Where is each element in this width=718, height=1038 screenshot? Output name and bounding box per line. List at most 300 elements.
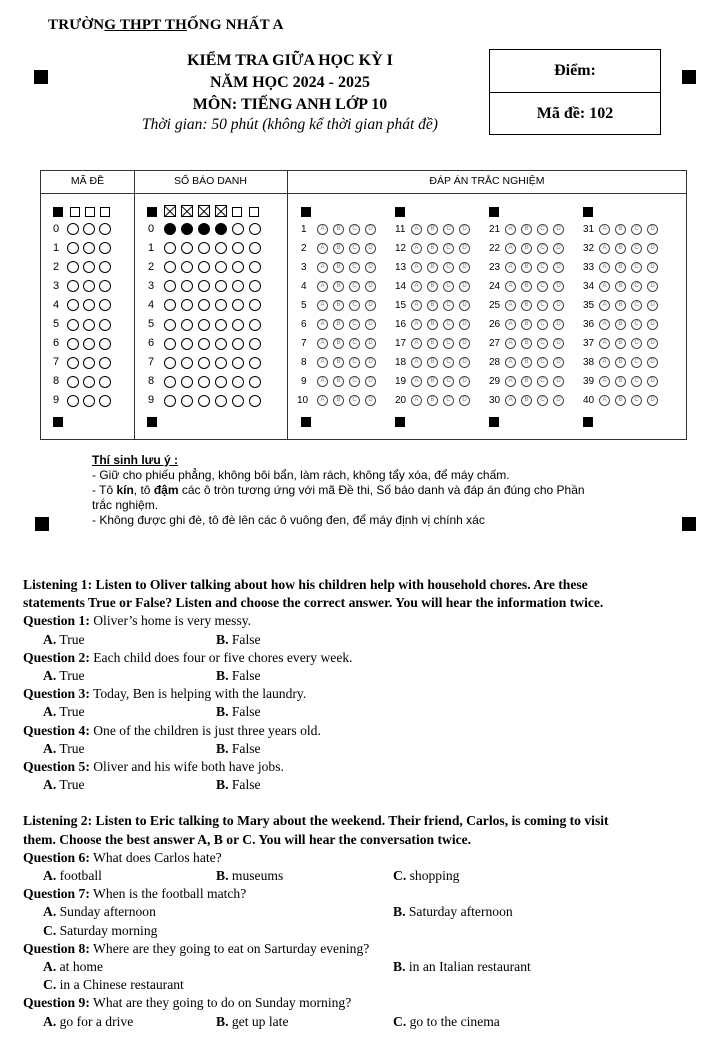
answer-bubble[interactable]: C — [349, 376, 360, 387]
option-b: B. False — [216, 631, 261, 647]
answer-bubble[interactable]: B — [427, 319, 438, 330]
sbd-bubble[interactable] — [249, 376, 261, 388]
answer-bubble[interactable]: B — [615, 319, 626, 330]
sbd-bubble[interactable] — [249, 395, 261, 407]
answer-bubble[interactable]: C — [349, 300, 360, 311]
answer-bubble[interactable]: A — [317, 262, 328, 273]
code-bubble[interactable] — [83, 299, 95, 311]
answer-bubble[interactable]: C — [349, 262, 360, 273]
code-bubble[interactable] — [99, 357, 111, 369]
sbd-bubble[interactable] — [164, 280, 176, 292]
sbd-bubble[interactable] — [249, 357, 261, 369]
answer-bubble[interactable]: A — [599, 224, 610, 235]
sbd-bubble[interactable] — [232, 357, 244, 369]
sbd-bubble[interactable] — [215, 280, 227, 292]
code-bubble[interactable] — [67, 261, 79, 273]
row-digit: 6 — [53, 337, 60, 350]
answer-bubble[interactable]: C — [443, 395, 454, 406]
school-year: NĂM HỌC 2024 - 2025 — [210, 74, 370, 91]
code-bubble[interactable] — [99, 376, 111, 388]
answer-bubble[interactable]: D — [553, 376, 564, 387]
answer-bubble[interactable]: D — [459, 319, 470, 330]
answer-bubble[interactable]: B — [427, 376, 438, 387]
answer-bubble[interactable]: C — [537, 300, 548, 311]
answer-bubble[interactable]: C — [349, 319, 360, 330]
alignment-marker — [682, 517, 696, 531]
answer-bubble[interactable]: D — [459, 338, 470, 349]
sbd-bubble[interactable] — [215, 338, 227, 350]
answer-bubble[interactable]: A — [411, 243, 422, 254]
code-bubble[interactable] — [83, 319, 95, 331]
answer-bubble[interactable]: A — [505, 319, 516, 330]
row-digit: 2 — [148, 260, 155, 273]
answer-bubble[interactable]: D — [459, 224, 470, 235]
answer-bubble[interactable]: A — [599, 357, 610, 368]
answer-bubble[interactable]: D — [647, 243, 658, 254]
code-bubble[interactable] — [99, 395, 111, 407]
code-bubble[interactable] — [67, 338, 79, 350]
answer-bubble[interactable]: C — [631, 357, 642, 368]
answer-bubble[interactable]: D — [553, 281, 564, 292]
timing-mark — [301, 207, 311, 217]
answer-bubble[interactable]: A — [317, 300, 328, 311]
sbd-bubble[interactable] — [232, 319, 244, 331]
answer-bubble[interactable]: A — [599, 300, 610, 311]
answer-bubble[interactable]: D — [553, 338, 564, 349]
option-c: C. go to the cinema — [393, 1013, 500, 1029]
answer-bubble[interactable]: B — [521, 224, 532, 235]
code-bubble[interactable] — [83, 261, 95, 273]
answer-bubble[interactable]: A — [505, 338, 516, 349]
answer-bubble[interactable]: B — [615, 395, 626, 406]
answer-bubble[interactable]: B — [521, 376, 532, 387]
code-bubble[interactable] — [99, 319, 111, 331]
answer-bubble[interactable]: A — [599, 376, 610, 387]
answer-bubble[interactable]: C — [443, 243, 454, 254]
answer-bubble[interactable]: A — [317, 224, 328, 235]
answer-bubble[interactable]: A — [317, 243, 328, 254]
answer-bubble[interactable]: B — [615, 338, 626, 349]
answer-bubble[interactable]: B — [333, 376, 344, 387]
answer-bubble[interactable]: C — [443, 376, 454, 387]
answer-bubble[interactable]: D — [647, 319, 658, 330]
question-number: 38 — [583, 357, 595, 369]
answer-bubble[interactable]: D — [365, 300, 376, 311]
sbd-bubble[interactable] — [249, 319, 261, 331]
sbd-bubble[interactable] — [164, 376, 176, 388]
sbd-bubble[interactable] — [181, 223, 193, 235]
answer-bubble[interactable]: C — [537, 319, 548, 330]
answer-bubble[interactable]: D — [459, 300, 470, 311]
answer-bubble[interactable]: B — [333, 281, 344, 292]
answer-bubble[interactable]: D — [365, 376, 376, 387]
answer-bubble[interactable]: B — [615, 224, 626, 235]
answer-bubble[interactable]: A — [317, 338, 328, 349]
answer-bubble[interactable]: B — [333, 357, 344, 368]
option-b: B. False — [216, 777, 261, 793]
row-digit: 3 — [148, 279, 155, 292]
question-number: 21 — [489, 223, 501, 235]
answer-bubble[interactable]: D — [647, 281, 658, 292]
answer-bubble[interactable]: A — [505, 281, 516, 292]
answer-bubble[interactable]: A — [411, 376, 422, 387]
answer-bubble[interactable]: A — [599, 281, 610, 292]
answer-bubble[interactable]: A — [505, 395, 516, 406]
note-line: - Không được ghi đè, tô đè lên các ô vuông đen, để máy định vị chính xác — [92, 513, 485, 527]
sbd-bubble[interactable] — [215, 261, 227, 273]
code-bubble[interactable] — [67, 299, 79, 311]
sbd-bubble[interactable] — [198, 357, 210, 369]
answer-bubble[interactable]: C — [349, 224, 360, 235]
answer-bubble[interactable]: D — [459, 281, 470, 292]
option-a: A. True — [43, 668, 85, 683]
sbd-bubble[interactable] — [215, 395, 227, 407]
options-row — [23, 958, 713, 976]
answer-bubble[interactable]: B — [333, 395, 344, 406]
sbd-bubble[interactable] — [181, 376, 193, 388]
crossed-box-icon — [215, 205, 227, 217]
answer-bubble[interactable]: A — [317, 376, 328, 387]
listening1-instruction: Listening 1: Listen to Oliver talking about how his children help with household chores. Are these — [23, 577, 588, 592]
code-bubble[interactable] — [67, 357, 79, 369]
answer-bubble[interactable]: B — [615, 357, 626, 368]
sbd-bubble[interactable] — [181, 280, 193, 292]
answer-bubble[interactable]: D — [553, 300, 564, 311]
answer-bubble[interactable]: D — [459, 376, 470, 387]
answer-bubble[interactable]: C — [631, 281, 642, 292]
answer-bubble[interactable]: D — [365, 357, 376, 368]
sbd-bubble[interactable] — [215, 299, 227, 311]
sbd-bubble[interactable] — [198, 376, 210, 388]
sbd-bubble[interactable] — [164, 319, 176, 331]
row-digit: 9 — [53, 394, 60, 407]
answer-bubble[interactable]: B — [521, 357, 532, 368]
sbd-bubble[interactable] — [215, 242, 227, 254]
question-number: 20 — [395, 395, 407, 407]
sbd-bubble[interactable] — [164, 338, 176, 350]
answer-bubble[interactable]: B — [333, 338, 344, 349]
answer-bubble[interactable]: A — [505, 357, 516, 368]
code-bubble[interactable] — [67, 280, 79, 292]
answer-bubble[interactable]: B — [615, 376, 626, 387]
answer-bubble[interactable]: A — [505, 300, 516, 311]
answer-bubble[interactable]: C — [443, 319, 454, 330]
question-number: 40 — [583, 395, 595, 407]
answer-bubble[interactable]: B — [333, 243, 344, 254]
answer-bubble[interactable]: D — [459, 395, 470, 406]
answer-bubble[interactable]: C — [443, 281, 454, 292]
question-number: 26 — [489, 319, 501, 330]
sbd-bubble[interactable] — [164, 395, 176, 407]
answer-bubble[interactable]: B — [427, 262, 438, 273]
answer-bubble[interactable]: C — [537, 243, 548, 254]
answer-bubble[interactable]: A — [599, 319, 610, 330]
sbd-bubble[interactable] — [181, 261, 193, 273]
code-bubble[interactable] — [83, 242, 95, 254]
answer-bubble[interactable]: C — [537, 338, 548, 349]
answer-bubble[interactable]: C — [631, 224, 642, 235]
sbd-bubble[interactable] — [164, 223, 176, 235]
answer-bubble[interactable]: A — [411, 357, 422, 368]
sbd-bubble[interactable] — [232, 261, 244, 273]
question-8: Question 8: Where are they going to eat on Sarturday evening? — [23, 940, 370, 956]
answer-bubble[interactable]: D — [553, 243, 564, 254]
code-bubble[interactable] — [99, 261, 111, 273]
sbd-bubble[interactable] — [232, 395, 244, 407]
sbd-bubble[interactable] — [181, 299, 193, 311]
answer-bubble[interactable]: A — [505, 262, 516, 273]
answer-bubble[interactable]: B — [615, 281, 626, 292]
answer-bubble[interactable]: A — [505, 224, 516, 235]
answer-bubble[interactable]: A — [411, 281, 422, 292]
option-a: A. football — [43, 867, 102, 883]
question-number: 27 — [489, 338, 501, 350]
answer-bubble[interactable]: A — [317, 357, 328, 368]
sbd-bubble[interactable] — [198, 223, 210, 235]
answer-bubble[interactable]: C — [537, 376, 548, 387]
answer-bubble[interactable]: B — [427, 395, 438, 406]
sbd-bubble[interactable] — [215, 319, 227, 331]
answer-bubble[interactable]: D — [553, 262, 564, 273]
row-digit: 3 — [53, 279, 60, 292]
sbd-bubble[interactable] — [232, 242, 244, 254]
answer-bubble[interactable]: D — [459, 357, 470, 368]
options-row — [23, 867, 713, 885]
sbd-bubble[interactable] — [164, 299, 176, 311]
sbd-bubble[interactable] — [232, 299, 244, 311]
option-b: B. get up late — [216, 1013, 289, 1029]
answer-bubble[interactable]: C — [631, 262, 642, 273]
answer-bubble[interactable]: A — [411, 224, 422, 235]
code-bubble[interactable] — [83, 357, 95, 369]
sbd-bubble[interactable] — [198, 280, 210, 292]
sbd-bubble[interactable] — [181, 338, 193, 350]
code-bubble[interactable] — [67, 376, 79, 388]
answer-bubble[interactable]: D — [647, 262, 658, 273]
question-4: Question 4: One of the children is just three years old. — [23, 722, 321, 738]
answer-bubble[interactable]: C — [349, 395, 360, 406]
row-digit: 1 — [53, 241, 60, 254]
answer-bubble[interactable]: C — [537, 281, 548, 292]
answer-bubble[interactable]: D — [365, 395, 376, 406]
answer-bubble[interactable]: A — [505, 376, 516, 387]
code-bubble[interactable] — [83, 395, 95, 407]
question-number: 19 — [395, 376, 407, 388]
answer-bubble[interactable]: B — [333, 319, 344, 330]
code-bubble[interactable] — [83, 338, 95, 350]
answer-bubble[interactable]: A — [411, 300, 422, 311]
notes-title: Thí sinh lưu ý : — [92, 453, 179, 467]
sbd-bubble[interactable] — [181, 357, 193, 369]
answer-bubble[interactable]: C — [631, 319, 642, 330]
sbd-bubble[interactable] — [181, 319, 193, 331]
sbd-bubble[interactable] — [232, 223, 244, 235]
options-row — [23, 922, 713, 940]
answer-bubble[interactable]: D — [365, 338, 376, 349]
answer-bubble[interactable]: D — [459, 243, 470, 254]
sbd-bubble[interactable] — [249, 242, 261, 254]
answer-bubble[interactable]: C — [443, 224, 454, 235]
answer-bubble[interactable]: B — [521, 338, 532, 349]
answer-bubble[interactable]: B — [333, 262, 344, 273]
answer-bubble[interactable]: B — [427, 281, 438, 292]
sbd-bubble[interactable] — [249, 280, 261, 292]
sbd-bubble[interactable] — [215, 357, 227, 369]
answer-bubble[interactable]: B — [521, 281, 532, 292]
answer-bubble[interactable]: B — [521, 243, 532, 254]
answer-bubble[interactable]: D — [647, 224, 658, 235]
sbd-bubble[interactable] — [215, 376, 227, 388]
sbd-bubble[interactable] — [249, 338, 261, 350]
answer-bubble[interactable]: A — [317, 395, 328, 406]
answer-bubble[interactable]: B — [521, 395, 532, 406]
code-box — [70, 207, 80, 217]
exam-code: Mã đề: 102 — [536, 105, 614, 122]
answer-bubble[interactable]: C — [631, 300, 642, 311]
answer-bubble[interactable]: A — [599, 243, 610, 254]
code-bubble[interactable] — [99, 338, 111, 350]
answer-bubble[interactable]: A — [411, 262, 422, 273]
answer-bubble[interactable]: C — [537, 357, 548, 368]
code-bubble[interactable] — [83, 376, 95, 388]
code-bubble[interactable] — [67, 319, 79, 331]
answer-bubble[interactable]: D — [365, 319, 376, 330]
code-bubble[interactable] — [83, 280, 95, 292]
answer-bubble[interactable]: B — [333, 300, 344, 311]
answer-bubble[interactable]: C — [349, 281, 360, 292]
sbd-bubble[interactable] — [232, 280, 244, 292]
timing-mark — [583, 207, 593, 217]
sbd-bubble[interactable] — [181, 242, 193, 254]
sbd-bubble[interactable] — [164, 242, 176, 254]
answer-bubble[interactable]: B — [427, 357, 438, 368]
answer-bubble[interactable]: C — [631, 395, 642, 406]
answer-bubble[interactable]: D — [647, 395, 658, 406]
answer-bubble[interactable]: B — [615, 243, 626, 254]
answer-bubble[interactable]: A — [317, 281, 328, 292]
answer-bubble[interactable]: B — [615, 262, 626, 273]
answer-bubble[interactable]: A — [411, 338, 422, 349]
answer-bubble[interactable]: B — [427, 300, 438, 311]
answer-bubble[interactable]: D — [459, 262, 470, 273]
answer-bubble[interactable]: C — [631, 338, 642, 349]
sbd-bubble[interactable] — [249, 261, 261, 273]
code-bubble[interactable] — [99, 242, 111, 254]
question-number: 1 — [301, 223, 307, 235]
sbd-bubble[interactable] — [232, 338, 244, 350]
answer-bubble[interactable]: B — [615, 300, 626, 311]
sbd-bubble[interactable] — [181, 395, 193, 407]
answer-bubble[interactable]: C — [443, 262, 454, 273]
option-a: A. True — [43, 740, 85, 756]
answer-bubble[interactable]: D — [647, 357, 658, 368]
answer-bubble[interactable]: C — [349, 338, 360, 349]
answer-bubble[interactable]: C — [349, 357, 360, 368]
exam-title: KIỂM TRA GIỮA HỌC KỲ I — [187, 52, 393, 69]
row-digit: 4 — [148, 298, 155, 311]
code-bubble[interactable] — [67, 242, 79, 254]
question-number: 6 — [301, 319, 307, 330]
answer-bubble[interactable]: A — [599, 338, 610, 349]
sbd-bubble[interactable] — [198, 395, 210, 407]
answer-bubble[interactable]: C — [631, 243, 642, 254]
question-number: 18 — [395, 357, 407, 369]
answer-bubble[interactable]: D — [553, 395, 564, 406]
sbd-bubble[interactable] — [198, 261, 210, 273]
answer-bubble[interactable]: B — [521, 319, 532, 330]
answer-bubble[interactable]: C — [537, 224, 548, 235]
answer-bubble[interactable]: D — [365, 281, 376, 292]
answer-bubble[interactable]: A — [411, 395, 422, 406]
answer-bubble[interactable]: D — [647, 338, 658, 349]
code-bubble[interactable] — [83, 223, 95, 235]
answer-bubble[interactable]: C — [631, 376, 642, 387]
answer-bubble[interactable]: C — [537, 395, 548, 406]
answer-bubble[interactable]: D — [553, 224, 564, 235]
answer-bubble[interactable]: B — [427, 243, 438, 254]
sbd-bubble[interactable] — [249, 299, 261, 311]
answer-bubble[interactable]: A — [411, 319, 422, 330]
row-digit: 5 — [53, 318, 60, 330]
sbd-bubble[interactable] — [232, 376, 244, 388]
answer-bubble[interactable]: C — [443, 300, 454, 311]
answer-bubble[interactable]: D — [647, 376, 658, 387]
question-3: Question 3: Today, Ben is helping with the laundry. — [23, 686, 307, 702]
score-box — [489, 49, 661, 135]
code-bubble[interactable] — [67, 395, 79, 407]
answer-bubble[interactable]: B — [333, 224, 344, 235]
code-bubble[interactable] — [67, 223, 79, 235]
options-row — [23, 740, 713, 758]
question-7: Question 7: When is the football match? — [23, 886, 247, 902]
sbd-bubble[interactable] — [164, 357, 176, 369]
sbd-bubble[interactable] — [164, 261, 176, 273]
answer-bubble[interactable]: D — [365, 224, 376, 235]
options-row — [23, 703, 713, 721]
answer-bubble[interactable]: B — [521, 300, 532, 311]
crossed-box-icon — [198, 205, 210, 217]
time-limit: Thời gian: 50 phút (không kể thời gian phát đề) — [142, 116, 438, 133]
answer-bubble[interactable]: B — [427, 224, 438, 235]
timing-mark — [395, 207, 405, 217]
sbd-bubble[interactable] — [215, 223, 227, 235]
code-bubble[interactable] — [99, 223, 111, 235]
answer-bubble[interactable]: D — [647, 300, 658, 311]
sbd-bubble[interactable] — [198, 338, 210, 350]
sbd-bubble[interactable] — [198, 299, 210, 311]
answer-bubble[interactable]: D — [365, 243, 376, 254]
sbd-bubble[interactable] — [249, 223, 261, 235]
answer-bubble[interactable]: D — [365, 262, 376, 273]
answer-bubble[interactable]: D — [553, 319, 564, 330]
answer-bubble[interactable]: C — [537, 262, 548, 273]
answer-bubble[interactable]: A — [599, 262, 610, 273]
answer-bubble[interactable]: B — [427, 338, 438, 349]
answer-bubble[interactable]: A — [505, 243, 516, 254]
answer-bubble[interactable]: C — [443, 357, 454, 368]
answer-bubble[interactable]: A — [317, 319, 328, 330]
sbd-bubble[interactable] — [198, 319, 210, 331]
question-number: 5 — [301, 299, 307, 311]
answer-bubble[interactable]: C — [349, 243, 360, 254]
answer-bubble[interactable]: C — [443, 338, 454, 349]
code-bubble[interactable] — [99, 299, 111, 311]
answer-bubble[interactable]: A — [599, 395, 610, 406]
code-bubble[interactable] — [99, 280, 111, 292]
answer-bubble[interactable]: B — [521, 262, 532, 273]
answer-bubble[interactable]: D — [553, 357, 564, 368]
sbd-bubble[interactable] — [198, 242, 210, 254]
